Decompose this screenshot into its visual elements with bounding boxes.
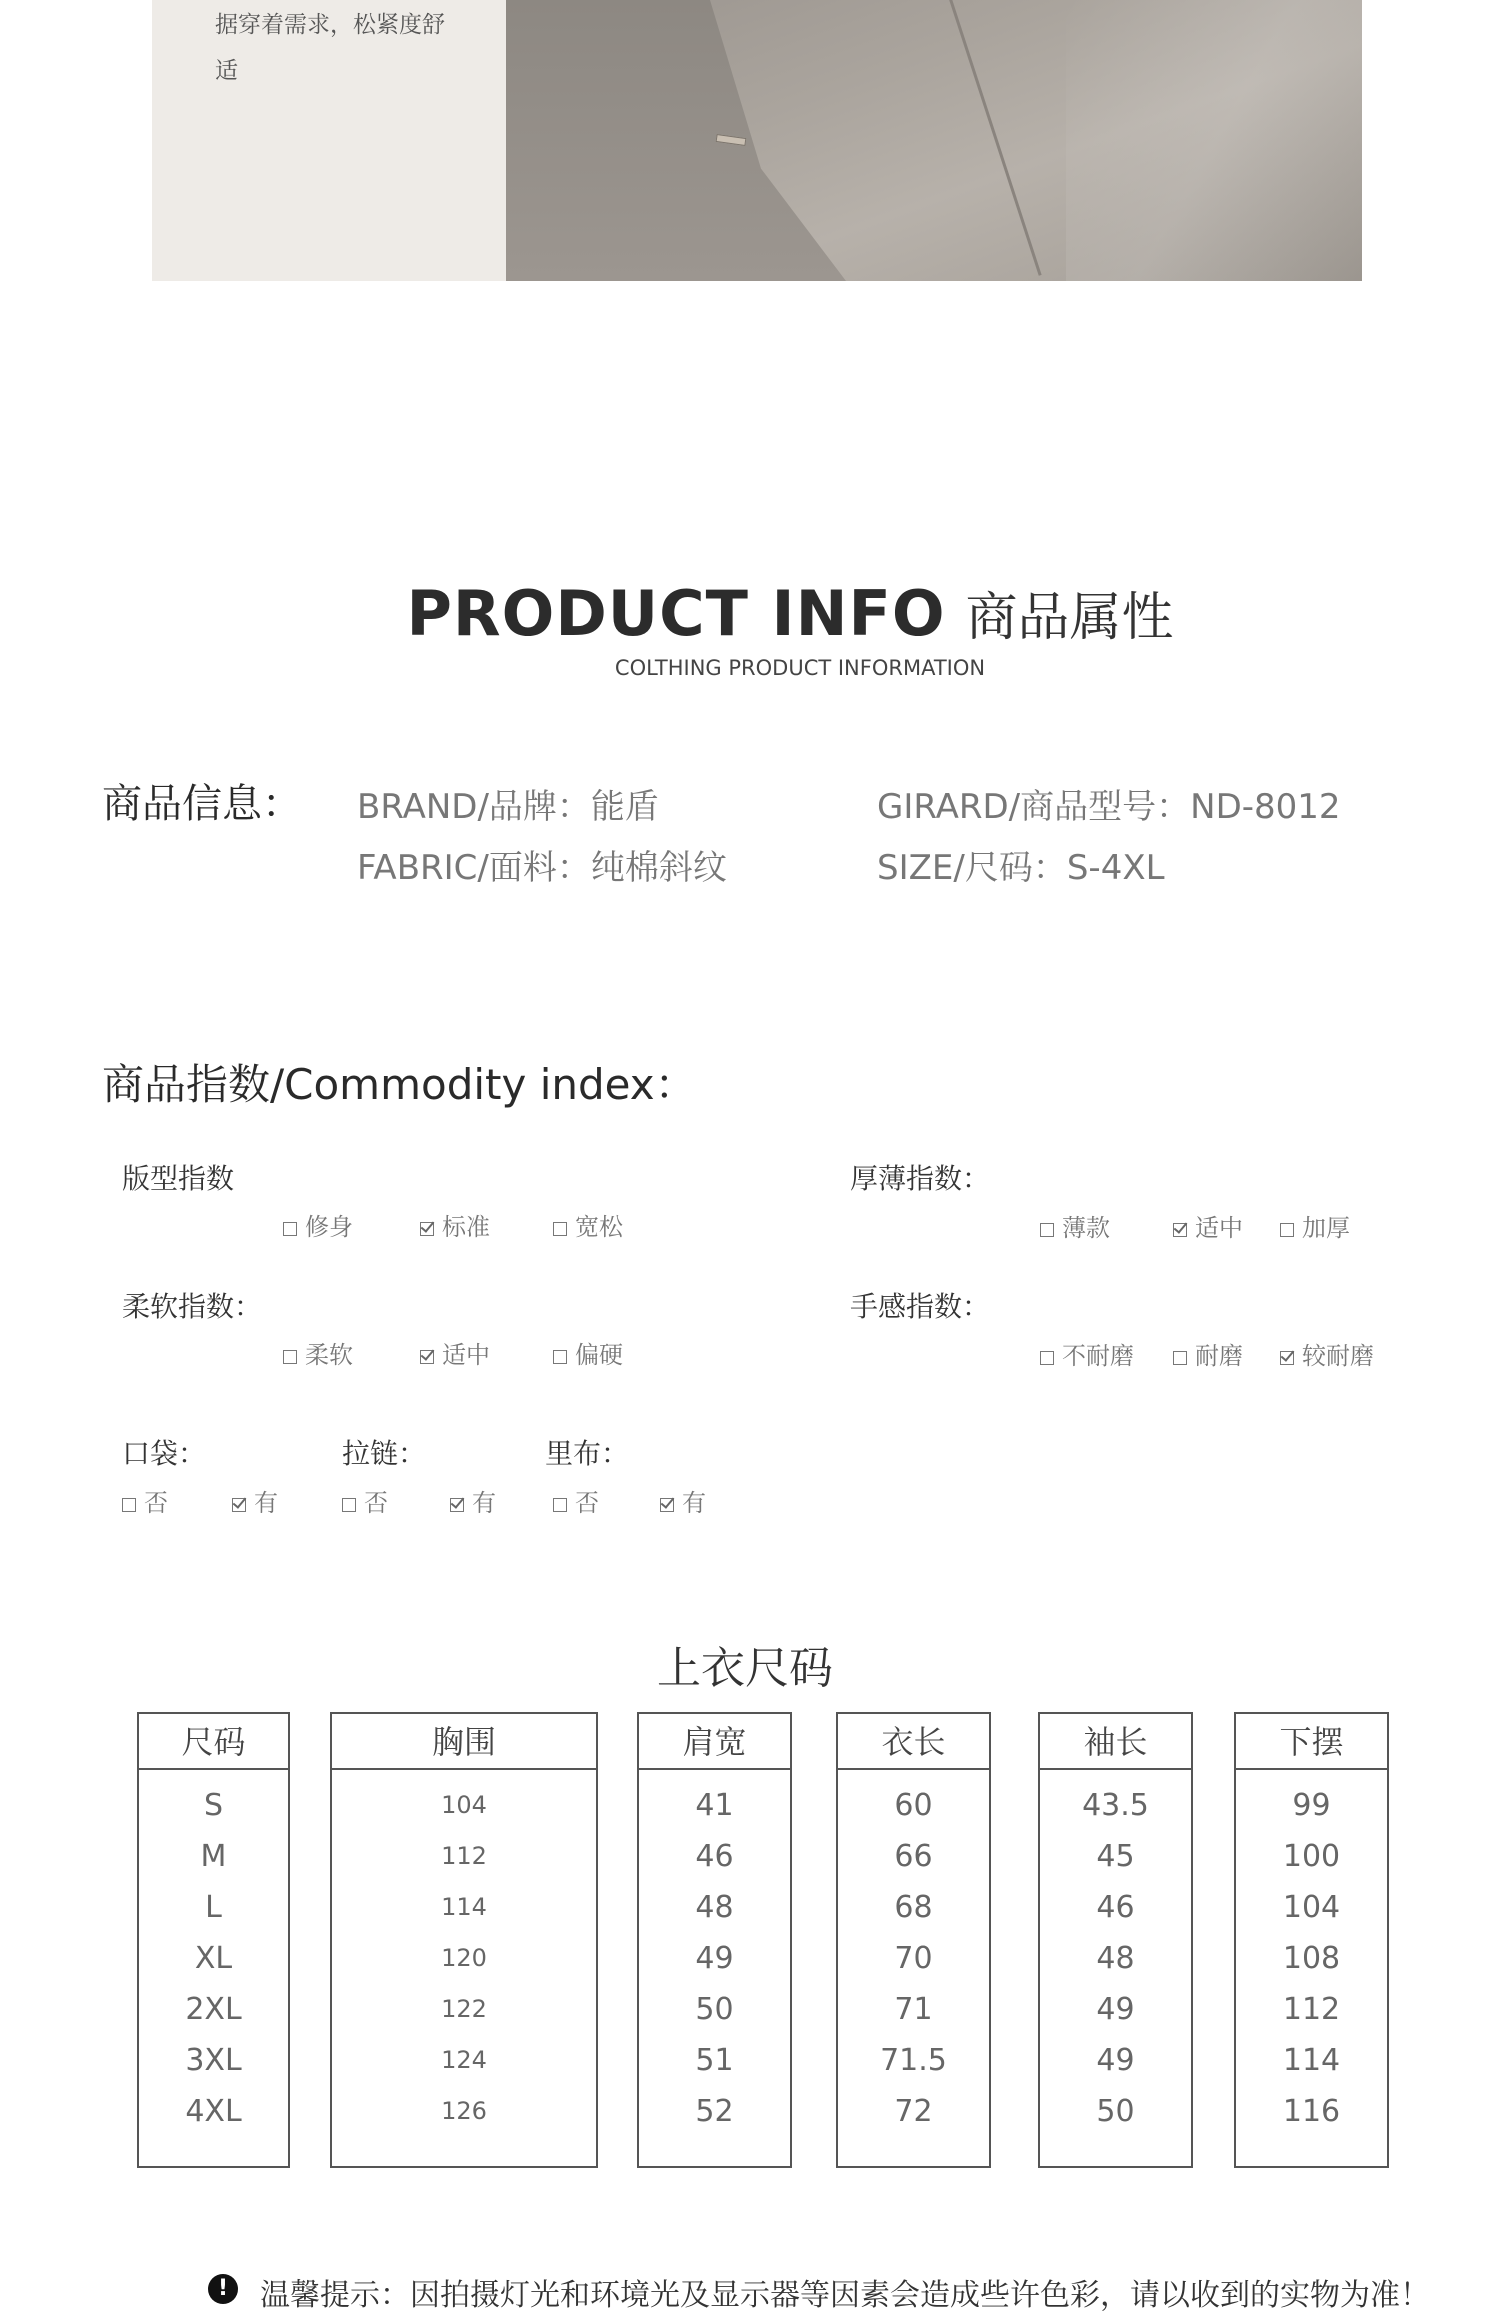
- thickness-option-thin[interactable]: 薄款: [1040, 1208, 1110, 1243]
- fit-index-title: 版型指数: [122, 1162, 235, 1195]
- column-header: 肩宽: [639, 1714, 790, 1770]
- hem-column: [1234, 1712, 1389, 2168]
- checkbox-icon: [1280, 1223, 1294, 1237]
- feel-index-title: 手感指数：: [850, 1290, 991, 1323]
- column-header: 衣长: [838, 1714, 989, 1770]
- table-cell: 104: [441, 1791, 487, 1819]
- table-cell: 60: [894, 1788, 933, 1823]
- feel-option-not-durable[interactable]: 不耐磨: [1040, 1336, 1134, 1371]
- checked-checkbox-icon: [450, 1498, 464, 1512]
- sleeve-column: [1038, 1712, 1193, 2168]
- column-header: 胸围: [332, 1714, 596, 1770]
- column-header: 尺码: [139, 1714, 288, 1770]
- banner-text-line: 据穿着需求，松紧度舒: [215, 12, 445, 38]
- lining-title: 里布：: [545, 1437, 630, 1470]
- fit-option-standard[interactable]: 标准: [420, 1207, 490, 1242]
- info-label: 商品信息：: [102, 781, 302, 827]
- checked-checkbox-icon: [1280, 1351, 1294, 1365]
- table-cell: 112: [441, 1842, 487, 1870]
- checkbox-icon: [283, 1222, 297, 1236]
- table-cell: 45: [1096, 1839, 1135, 1874]
- table-cell: 50: [1096, 2094, 1135, 2129]
- table-cell: M: [200, 1839, 227, 1874]
- table-cell: 108: [1282, 1941, 1341, 1976]
- lining-option-no[interactable]: 否: [553, 1483, 599, 1518]
- fit-option-loose[interactable]: 宽松: [553, 1207, 623, 1242]
- banner-text-line: 适: [215, 58, 238, 84]
- section-subheading: COLTHING PRODUCT INFORMATION: [614, 656, 986, 680]
- checkbox-icon: [553, 1498, 567, 1512]
- thickness-index-title: 厚薄指数：: [850, 1162, 991, 1195]
- table-cell: L: [205, 1890, 222, 1925]
- table-cell: 46: [1096, 1890, 1135, 1925]
- softness-option-medium[interactable]: 适中: [420, 1335, 490, 1370]
- checked-checkbox-icon: [232, 1498, 246, 1512]
- length-column: [836, 1712, 991, 2168]
- table-cell: 52: [695, 2094, 734, 2129]
- checkbox-icon: [283, 1350, 297, 1364]
- thickness-option-medium[interactable]: 适中: [1173, 1208, 1243, 1243]
- fabric-closeup-photo: [506, 0, 1362, 281]
- table-cell: 122: [441, 1995, 487, 2023]
- size-column: [137, 1712, 290, 2168]
- index-label: 商品指数/Commodity index：: [102, 1060, 697, 1109]
- pocket-title: 口袋：: [122, 1437, 207, 1470]
- zipper-option-yes[interactable]: 有: [450, 1483, 496, 1518]
- table-cell: 68: [894, 1890, 933, 1925]
- table-cell: 112: [1282, 1992, 1341, 2027]
- heading-chinese: 商品属性: [965, 588, 1174, 648]
- lining-option-yes[interactable]: 有: [660, 1483, 706, 1518]
- checkbox-icon: [1040, 1351, 1054, 1365]
- table-cell: 50: [695, 1992, 734, 2027]
- checkbox-icon: [1173, 1351, 1187, 1365]
- table-cell: 99: [1292, 1788, 1331, 1823]
- table-cell: 48: [695, 1890, 734, 1925]
- checked-checkbox-icon: [420, 1350, 434, 1364]
- table-cell: 4XL: [185, 2094, 242, 2129]
- zipper-option-no[interactable]: 否: [342, 1483, 388, 1518]
- banner-text-panel: [152, 0, 506, 281]
- table-cell: 3XL: [185, 2043, 242, 2078]
- zipper-title: 拉链：: [342, 1437, 427, 1470]
- product-detail-banner: [152, 0, 1362, 281]
- table-cell: 43.5: [1082, 1788, 1149, 1823]
- checked-checkbox-icon: [660, 1498, 674, 1512]
- info-model: GIRARD/商品型号：ND-8012: [877, 787, 1341, 827]
- table-cell: 51: [695, 2043, 734, 2078]
- softness-option-hard[interactable]: 偏硬: [553, 1335, 623, 1370]
- table-cell: XL: [194, 1941, 233, 1976]
- info-size: SIZE/尺码：S-4XL: [877, 848, 1165, 888]
- table-cell: 71.5: [880, 2043, 947, 2078]
- feel-option-more-durable[interactable]: 较耐磨: [1280, 1336, 1374, 1371]
- table-cell: 2XL: [185, 1992, 242, 2027]
- table-cell: 49: [1096, 1992, 1135, 2027]
- table-cell: 41: [695, 1788, 734, 1823]
- thickness-option-thick[interactable]: 加厚: [1280, 1208, 1350, 1243]
- column-header: 下摆: [1236, 1714, 1387, 1770]
- info-brand: BRAND/品牌：能盾: [357, 787, 659, 827]
- table-cell: 100: [1282, 1839, 1341, 1874]
- table-cell: 66: [894, 1839, 933, 1874]
- table-cell: 70: [894, 1941, 933, 1976]
- pocket-option-yes[interactable]: 有: [232, 1483, 278, 1518]
- checkbox-icon: [1040, 1223, 1054, 1237]
- checked-checkbox-icon: [420, 1222, 434, 1236]
- checkbox-icon: [122, 1498, 136, 1512]
- table-cell: 104: [1282, 1890, 1341, 1925]
- softness-option-soft[interactable]: 柔软: [283, 1335, 353, 1370]
- table-cell: S: [203, 1788, 224, 1823]
- table-cell: 126: [441, 2097, 487, 2125]
- table-cell: 114: [441, 1893, 487, 1921]
- warning-icon: !: [208, 2274, 238, 2304]
- table-cell: 116: [1282, 2094, 1341, 2129]
- size-table-title: 上衣尺码: [657, 1643, 833, 1694]
- pocket-option-no[interactable]: 否: [122, 1483, 168, 1518]
- fit-option-slim[interactable]: 修身: [283, 1207, 353, 1242]
- checkbox-icon: [553, 1222, 567, 1236]
- column-header: 袖长: [1040, 1714, 1191, 1770]
- checked-checkbox-icon: [1173, 1223, 1187, 1237]
- banner-description: [215, 2, 485, 94]
- checkbox-icon: [553, 1350, 567, 1364]
- table-cell: 49: [695, 1941, 734, 1976]
- section-heading: [0, 575, 1500, 650]
- softness-index-title: 柔软指数：: [122, 1290, 263, 1323]
- checkbox-icon: [342, 1498, 356, 1512]
- table-cell: 72: [894, 2094, 933, 2129]
- table-cell: 71: [894, 1992, 933, 2027]
- table-cell: 124: [441, 2046, 487, 2074]
- table-cell: 49: [1096, 2043, 1135, 2078]
- chest-column: [330, 1712, 598, 2168]
- table-cell: 48: [1096, 1941, 1135, 1976]
- table-cell: 46: [695, 1839, 734, 1874]
- info-fabric: FABRIC/面料：纯棉斜纹: [357, 848, 727, 888]
- table-cell: 120: [441, 1944, 487, 1972]
- notice-text: 温馨提示：因拍摄灯光和环境光及显示器等因素会造成些许色彩，请以收到的实物为准！: [260, 2278, 1430, 2313]
- feel-option-durable[interactable]: 耐磨: [1173, 1336, 1243, 1371]
- table-cell: 114: [1282, 2043, 1341, 2078]
- shoulder-column: [637, 1712, 792, 2168]
- heading-english: PRODUCT INFO: [406, 577, 946, 650]
